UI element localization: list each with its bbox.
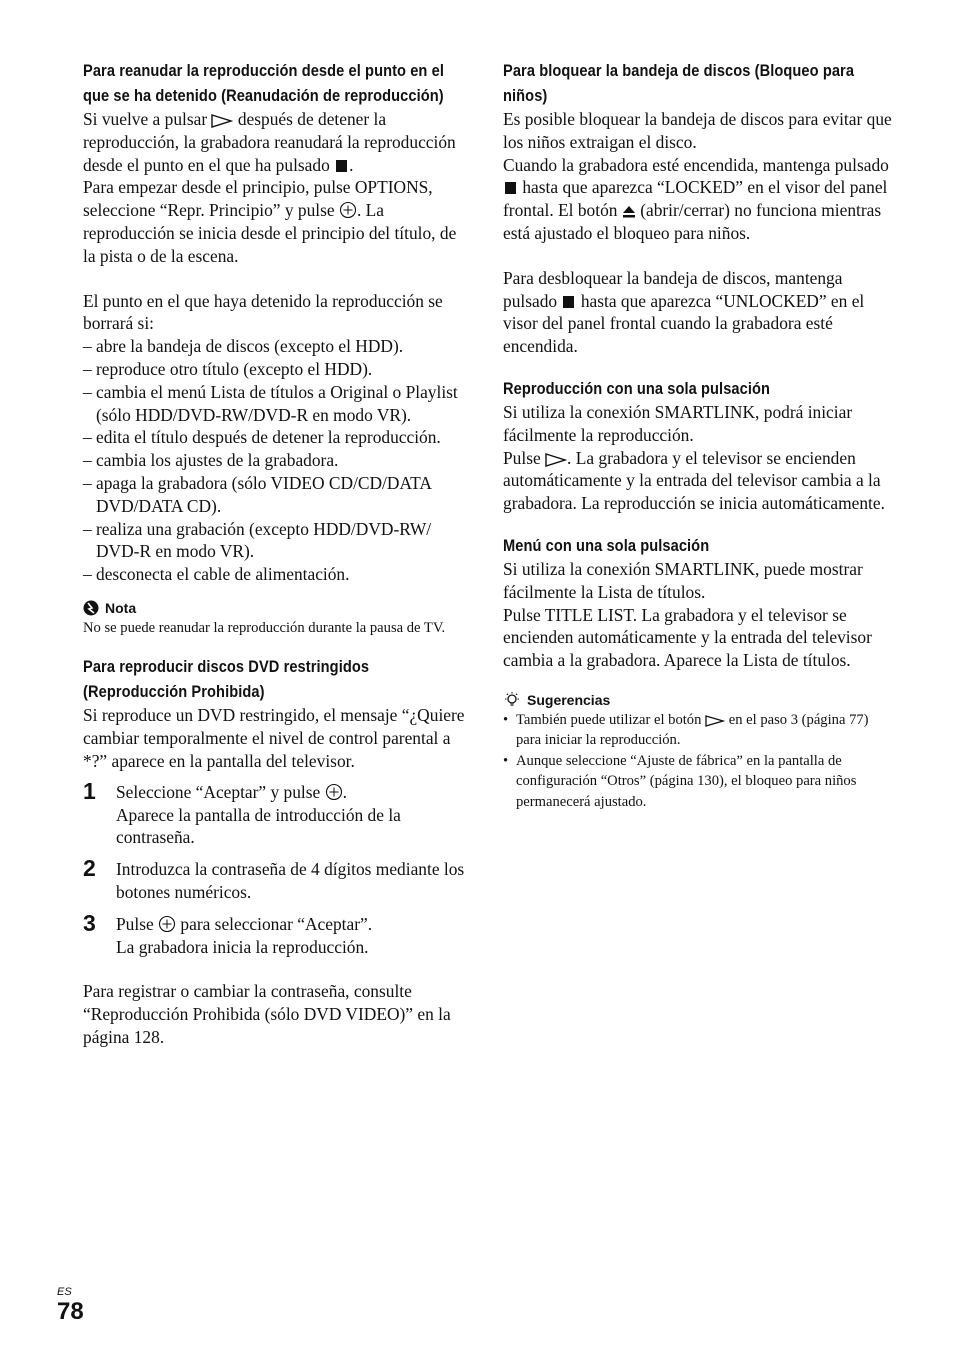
heading-resume-playback: Para reanudar la reproducción desde el punto en el que se ha detenido (Reanudación de reproducción) [83, 61, 444, 105]
heading-one-touch-play: Reproducción con una sola pulsación [503, 378, 771, 398]
note-text: No se puede reanudar la reproducción durante la pausa de TV. [83, 619, 446, 636]
text-span: Seleccione “Aceptar” y pulse [116, 781, 321, 802]
text-span: . La grabadora y el televisor se encienden automáticamente y la entrada del televisor cambia a la grabadora. La reproducción se inicia automáticamente. [503, 447, 885, 514]
text-span: Aparece la pantalla de introducción de la contraseña. [116, 804, 401, 848]
play-icon [545, 453, 567, 467]
tip-bulb-icon [503, 691, 521, 709]
heading-one-touch-menu: Menú con una sola pulsación [503, 535, 710, 555]
text-span: hasta que aparezca “UNLOCKED” en el visor del panel frontal cuando la grabadora esté encendida. [503, 290, 865, 357]
paragraph-one-touch-menu-intro: Si utiliza la conexión SMARTLINK, puede mostrar fácilmente la Lista de títulos. [503, 558, 863, 602]
left-column [83, 58, 473, 1049]
list-item: – cambia los ajustes de la grabadora. [83, 449, 473, 472]
paragraph-child-unlock [503, 267, 895, 358]
paragraph-start-beginning [83, 176, 473, 267]
list-item: – cambia el menú Lista de títulos a Original o Playlist (sólo HDD/DVD-RW/DVD-R en modo VR). [83, 381, 473, 427]
paragraph-resume-cleared: El punto en el que haya detenido la reproducción se borrará si: [83, 290, 443, 334]
stop-icon [505, 182, 516, 194]
resume-cleared-list [83, 335, 473, 586]
text-span: hasta que aparezca “LOCKED” en el visor del panel frontal. El botón [503, 177, 888, 221]
enter-icon [339, 201, 357, 219]
stop-icon [563, 296, 574, 308]
page-footer [57, 1286, 84, 1325]
text-span: Introduzca la contraseña de 4 dígitos mediante los botones numéricos. [116, 859, 465, 903]
text-span: Pulse [503, 447, 541, 468]
paragraph-child-lock-how [503, 154, 895, 245]
tips-header [503, 690, 895, 710]
right-column [503, 58, 895, 812]
text-span: (abrir/cerrar) no funciona mientras está ajustado el bloqueo para niños. [503, 200, 882, 243]
note-icon [83, 600, 99, 616]
step-number: 3 [83, 909, 96, 936]
text-span: después de detener la reproducción, la grabadora reanudará la reproducción desde el punto en el que ha pulsado [83, 109, 456, 175]
stop-icon [336, 160, 347, 172]
play-icon [211, 114, 233, 128]
enter-icon [158, 915, 176, 933]
text-span: . [342, 781, 347, 802]
text-span: Si vuelve a pulsar [83, 109, 208, 129]
text-span: . La reproducción se inicia desde el principio del título, de la pista o de la escena. [83, 200, 457, 266]
text-span: en el paso 3 (página 77) para iniciar la reproducción. [516, 711, 869, 749]
paragraph-one-touch-play-intro: Si utiliza la conexión SMARTLINK, podrá iniciar fácilmente la reproducción. [503, 401, 853, 445]
paragraph-parental: Si reproduce un DVD restringido, el mensaje “¿Quiere cambiar temporalmente el nivel de control parental a *?” aparece en la pantalla del televisor. [83, 705, 465, 772]
text-span: También puede utilizar el botón [516, 711, 702, 728]
language-label: ES [57, 1286, 72, 1298]
text-span: La grabadora inicia la reproducción. [116, 936, 369, 957]
tips-title: Sugerencias [527, 691, 611, 708]
list-item: – abre la bandeja de discos (excepto el HDD). [83, 335, 473, 358]
note-title: Nota [105, 599, 137, 616]
tip-item: • Aunque seleccione “Ajuste de fábrica” en la pantalla de configuración “Otros” (página 130), el bloqueo para niños permanecerá ajustado. [503, 751, 895, 813]
text-span: . [349, 154, 354, 175]
paragraph-child-lock-intro: Es posible bloquear la bandeja de discos para evitar que los niños extraigan el disco. [503, 109, 892, 152]
list-item: – reproduce otro título (excepto el HDD). [83, 358, 473, 381]
enter-icon [325, 783, 343, 801]
note-header [83, 598, 473, 618]
paragraph-one-touch-play [503, 447, 895, 515]
step-number: 1 [83, 777, 96, 804]
eject-icon [622, 205, 636, 219]
heading-parental-control: Para reproducir discos DVD restringidos (Reproducción Prohibida) [83, 657, 370, 702]
step-number: 2 [83, 855, 96, 882]
text-span: Pulse [116, 913, 154, 934]
list-item: – desconecta el cable de alimentación. [83, 563, 473, 586]
text-span: Para desbloquear la bandeja de discos, mantenga pulsado [503, 267, 843, 311]
step-2 [83, 855, 473, 904]
step-1 [83, 777, 473, 849]
list-item: – apaga la grabadora (sólo VIDEO CD/CD/DATA DVD/DATA CD). [83, 472, 473, 518]
list-item: – edita el título después de detener la reproducción. [83, 426, 473, 449]
paragraph-resume [83, 108, 473, 176]
list-item: – realiza una grabación (excepto HDD/DVD-RW/ DVD-R en modo VR). [83, 518, 473, 564]
play-icon [705, 715, 725, 727]
tip-item [503, 710, 895, 751]
text-span: para seleccionar “Aceptar”. [180, 913, 373, 934]
page-number: 78 [57, 1298, 84, 1325]
text-span: Para empezar desde el principio, pulse OPTIONS, seleccione “Repr. Principio” y pulse [83, 177, 433, 221]
text-span: Cuando la grabadora esté encendida, mantenga pulsado [503, 154, 889, 175]
heading-child-lock: Para bloquear la bandeja de discos (Bloqueo para niños) [503, 61, 855, 105]
paragraph-one-touch-menu: Pulse TITLE LIST. La grabadora y el televisor se encienden automáticamente y la entrada del televisor cambia a la grabadora. Aparece la Lista de títulos. [503, 604, 872, 671]
paragraph-password: Para registrar o cambiar la contraseña, consulte “Reproducción Prohibida (sólo DVD VIDEO)” en la página 128. [83, 981, 451, 1047]
step-3 [83, 909, 473, 959]
